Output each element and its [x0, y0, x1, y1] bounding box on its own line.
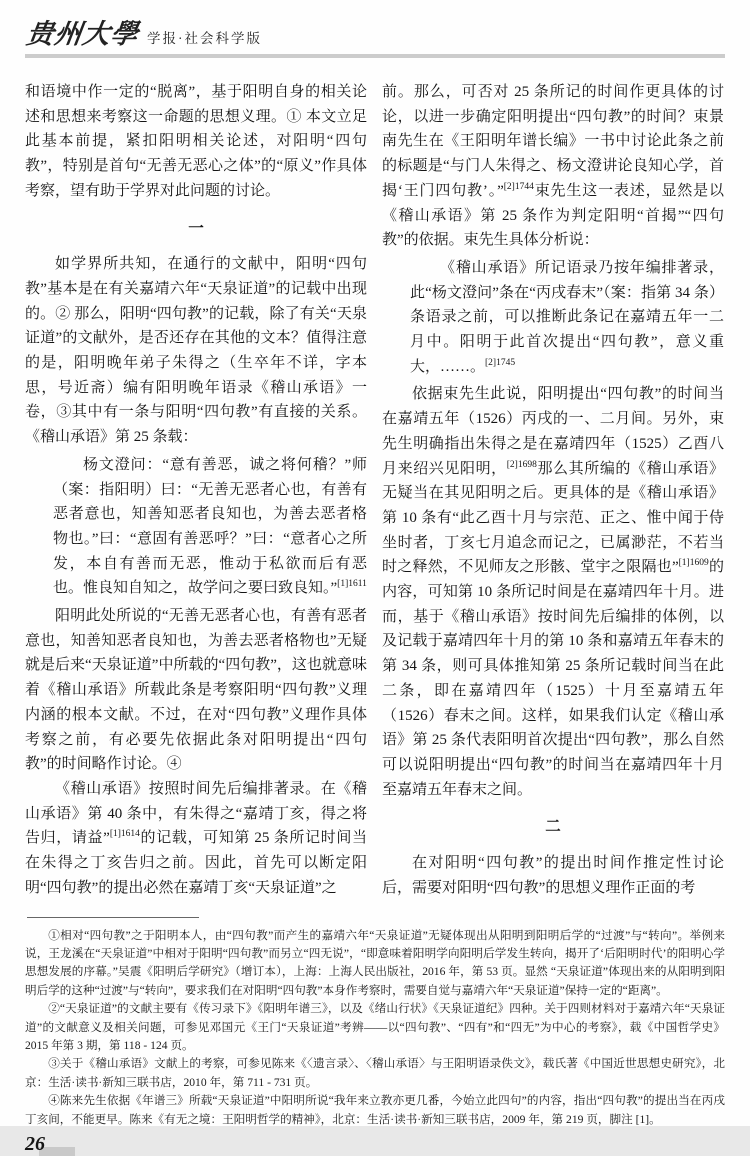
- left-column: [25, 80, 367, 901]
- paragraph: 在对阳明“四句教”的提出时间作推定性讨论后，需要对阳明“四句教”的思想义理作正面的考: [382, 855, 724, 896]
- header-divider: [25, 54, 725, 58]
- footnote-4: ④陈来先生依据《年谱三》所载“天泉证道”中阳明所说“我年来立教亦更几番，今始立此四句”的内容，指出“四句教”的提出当在丙戌丁亥间，不能更早。陈来《有无之境：王阳明哲学的精神》，北京：生活·读书·新知三联书店，2009 年，第 219 页，脚注 [1]。: [25, 1094, 725, 1126]
- citation-marker: [1]1614: [109, 829, 140, 840]
- quote-text: 《稽山承语》所记语录乃按年编排著录，此“杨文澄问”条在“丙戌春末”（案：指第 34 条）条语录之前，可以推断此条记在嘉靖五年一二月中。阳明于此首次提出“四句教”，意义重大，……。: [410, 259, 724, 375]
- paragraph-text: 束先生这一表述，显然是以《稽山承语》第 25 条作为判定阳明“首揭”“四句教”的依据。束先生具体分析说：: [382, 182, 724, 249]
- citation-marker: [2]1745: [485, 357, 516, 368]
- paragraph-text: 那么其所编的《稽山承语》无疑当在其见阳明之后。更具体的是《稽山承语》第 10 条有“此乙酉十月与宗范、正之、惟中闻于侍坐时者，丁亥七月追念而记之，已属渺茫，不若当时之释然，不见师友之形骸、堂宇之限隔也”: [382, 460, 724, 576]
- paragraph-text: 依据束先生此说，阳明提出“四句教”的时间当在嘉靖五年（1526）丙戌的一、二月间。另外，束先生明确指出朱得之是在嘉靖四年（1525）乙酉八月来绍兴见阳明，: [382, 386, 724, 477]
- paragraph: 阳明此处所说的“无善无恶者心也，有善有恶者意也，知善知恶者良知也，为善去恶者格物也”无疑就是后来“天泉证道”中所载的“四句教”，这也就意味着《稽山承语》所载此条是考察阳明“四句教”义理内涵的根本文献。不过，在对“四句教”义理作具体考察之前，有必要先依据此条对阳明提出“四句教”的时间略作讨论。④: [25, 608, 367, 773]
- footnote-3: ③关于《稽山承语》文献上的考察，可参见陈来《〈遗言录〉、〈稽山承语〉与王阳明语录佚文》，载氏著《中国近世思想史研究》，北京：生活·读书·新知三联书店，2010 年，第 711 - 731 页。: [25, 1057, 725, 1089]
- page-number: 26: [25, 1132, 45, 1155]
- paragraph: [25, 777, 367, 901]
- paragraph-text: 《稽山承语》按照时间先后编排著录。在《稽山承语》第 40 条中，有朱得之“嘉靖丁亥，得之将告归，请益”: [25, 780, 367, 847]
- journal-logo: 贵州大學: [24, 19, 141, 49]
- section-heading-one: 一: [188, 219, 204, 237]
- paragraph: [382, 382, 724, 802]
- page-number-row: [25, 1133, 725, 1156]
- right-column: [382, 80, 724, 901]
- paragraph-text: 的记载，可知第 25 条所记时间当在朱得之丁亥告归之前。因此，首先可以断定阳明“四句教”的提出必然在嘉靖丁亥“天泉证道”之: [25, 830, 367, 896]
- footnote-2: ②“天泉证道”的文献主要有《传习录下》《阳明年谱三》，以及《绪山行状》《天泉证道纪》四种。关于四则材料对于嘉靖六年“天泉证道”的文献意义及相关问题，可参见邓国元《王门“天泉证道”考辨——以“四句教”、“四有”和“四无”为中心的考察》，载《中国哲学史》2015 年第 3 期，第 118 - 124 页。: [25, 1002, 725, 1052]
- footnote-divider: [27, 917, 199, 918]
- paragraph-continuation: [382, 80, 724, 253]
- page-header: [25, 12, 725, 58]
- quote-block: [53, 453, 367, 601]
- journal-subtitle: 学报·社会科学版: [147, 31, 262, 46]
- footnote-1: ①相对“四句教”之于阳明本人，由“四句教”而产生的嘉靖六年“天泉证道”无疑体现出从阳明到阳明后学的“过渡”与“转向”。举例来说，王龙溪在“天泉证道”中相对于阳明“四句教”而另立“四无说”，“即意味着阳明学向阳明后学发生转向，揭开了‘后阳明时代’的阳明心学思想发展的序幕。”吴震《阳明后学研究》（增订本），上海：上海人民出版社，2016 年，第 53 页。显然 “天泉证道”体现出来的从阳明到阳明后学的这种“过渡”与“转向”，要求我们在对阳明“四句教”本身作考察时，需要自觉与嘉靖六年“天泉证道”保持一定的“距离”。: [25, 928, 725, 997]
- paragraph-continuation: 和语境中作一定的“脱离”，基于阳明自身的相关论述和思想来考察这一命题的思想义理。① 本文立足此基本前提，紧扣阳明相关论述，对阳明“四句教”，特别是首句“无善无恶心之体”的“原义”作具体考察，望有助于学界对此问题的讨论。: [25, 84, 367, 199]
- footnotes-section: [25, 917, 725, 1156]
- paragraph-text: 的内容，可知第 10 条所记时间是在嘉靖四年十月。进而，基于《稽山承语》按时间先后编排的体例，以及记载于嘉靖四年十月的第 10 条和嘉靖五年春末的第 34 条，则可具体推知第 25 条所记载时间当在此二条，即在嘉靖四年（1525）十月至嘉靖五年（1526）春末之间。这样，如果我们认定《稽山承语》第 25 条代表阳明首次提出“四句教”，那么自然可以说阳明提出“四句教”的时间当在嘉靖四年十月至嘉靖五年春末之间。: [382, 559, 724, 798]
- quote-block: [410, 256, 724, 380]
- citation-marker: [1]1609: [678, 558, 709, 569]
- masthead: [25, 12, 725, 51]
- paragraph: 如学界所共知，在通行的文献中，阳明“四句教”基本是在有关嘉靖六年“天泉证道”的记载中出现的。② 那么，阳明“四句教”的记载，除了有关“天泉证道”的文献外，是否还存在其他的文本？值得注意的是，阳明晚年弟子朱得之（生卒年不详，字本思，号近斋）编有阳明晚年语录《稽山承语》一卷，③其中有一条与阳明“四句教”有直接的关系。《稽山承语》第 25 条载：: [25, 256, 367, 446]
- article-body: [25, 80, 725, 901]
- quote-text: 杨文澄问：“意有善恶，诚之将何稽？”师（案：指阳明）曰：“无善无恶者心也，有善有恶者意也，知善知恶者良知也，为善去恶者格物也。”曰：“意固有善恶呼？”曰：“意者心之所发，本自有善而无恶，惟动于私欲而后有恶也。惟良知自知之，故学问之要曰致良知。”: [53, 456, 367, 597]
- citation-marker: [1]1611: [337, 579, 367, 590]
- citation-marker: [2]1744: [503, 181, 534, 192]
- citation-marker: [2]1698: [506, 459, 537, 470]
- paragraph-text: 前。那么，可否对 25 条所记的时间作更具体的讨论，以进一步确定阳明提出“四句教”的时间？束景南先生在《王阳明年谱长编》一书中讨论此条之前的标题是“与门人朱得之、杨文澄讲论良知心学，首揭‘王门四句教’。”: [382, 84, 724, 199]
- section-heading-two: 二: [545, 818, 561, 836]
